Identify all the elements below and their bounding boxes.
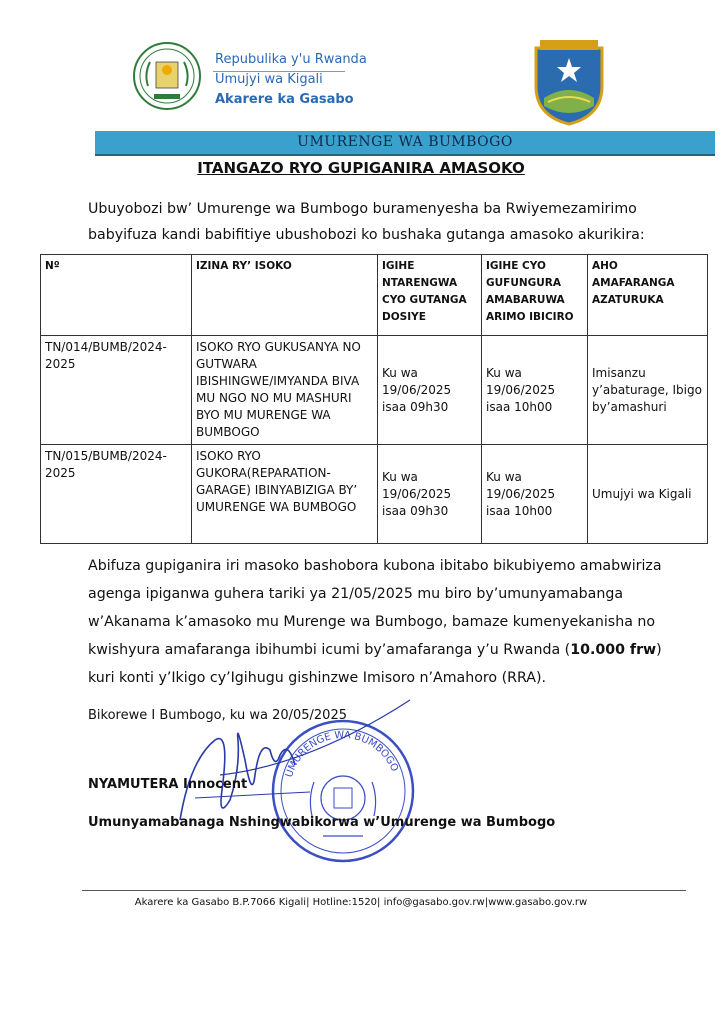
stamp-text: UMURENGE WA BUMBOGO [283, 729, 400, 779]
signer-title: Umunyamabanaga Nshingwabikorwa w’Umurenge wa Bumbogo [88, 815, 556, 830]
signer-name: NYAMUTERA Innocent [88, 777, 248, 792]
fee-amount: 10.000 frw [570, 642, 657, 658]
col-header-name: IZINA RY’ ISOKO [192, 255, 378, 336]
cell-source: Imisanzu y’abaturage, Ibigo by’amashuri [588, 336, 708, 445]
instructions-part-1: Abifuza gupiganira iri masoko bashobora kubona ibitabo bikubiyemo amabwiriza agenga ipiganwa guhera tariki ya 21/05/2025 mu biro by’umunyamabanga w’Akanama k’amasoko mu Murenge wa Bumbogo, bamaze kumenyekanisha no kwishyura amafaranga ibihumbi icumi by’amafaranga y’u Rwanda ( [88, 558, 662, 658]
table-row [41, 336, 708, 445]
page-title: ITANGAZO RYO GUPIGANIRA AMASOKO [197, 159, 525, 177]
footer-contact: Akarere ka Gasabo B.P.7066 Kigali| Hotline:1520| info@gasabo.gov.rw|www.gasabo.gov.rw [134, 897, 588, 908]
cell-deadline: Ku wa 19/06/2025 isaa 09h30 [378, 336, 482, 445]
instructions-paragraph [88, 552, 678, 692]
cell-opening: Ku wa 19/06/2025 isaa 10h00 [482, 445, 588, 544]
header-district: Akarere ka Gasabo [215, 92, 354, 107]
table-row [41, 445, 708, 544]
cell-opening: Ku wa 19/06/2025 isaa 10h00 [482, 336, 588, 445]
intro-line-2: babyifuza kandi babifitiye ubushobozi ko bushaka gutanga amasoko akurikira: [88, 227, 645, 243]
tender-table [40, 254, 708, 544]
header-country: Repubulika y'u Rwanda [215, 52, 367, 67]
header-divider [213, 71, 345, 72]
header-text-block [215, 50, 367, 110]
intro-line-1: Ubuyobozi bw’ Umurenge wa Bumbogo buramenyesha ba Rwiyemezamirimo [88, 201, 637, 217]
col-header-opening: IGIHE CYO GUFUNGURA AMABARUWA ARIMO IBICIRO [482, 255, 588, 336]
col-header-number: Nº [41, 255, 192, 336]
instructions-part-2: ) kuri konti y’Ikigo cy’Igihugu gishinzwe Imisoro n’Amahoro (RRA). [88, 642, 662, 686]
cell-name: ISOKO RYO GUKUSANYA NO GUTWARA IBISHINGWE/IMYANDA BIVA MU NGO NO MU MASHURI BYO MU MURENGE WA BUMBOGO [192, 336, 378, 445]
footer-divider [82, 890, 686, 891]
col-header-source: AHO AMAFARANGA AZATURUKA [588, 255, 708, 336]
cell-number: TN/015/BUMB/2024-2025 [41, 445, 192, 544]
cell-name: ISOKO RYO GUKORA(REPARATION-GARAGE) IBINYABIZIGA BY’ UMURENGE WA BUMBOGO [192, 445, 378, 544]
place-and-date: Bikorewe I Bumbogo, ku wa 20/05/2025 [88, 708, 347, 723]
intro-paragraph [88, 196, 668, 248]
cell-deadline: Ku wa 19/06/2025 isaa 09h30 [378, 445, 482, 544]
rwanda-coat-of-arms-icon [130, 36, 204, 118]
cell-source: Umujyi wa Kigali [588, 445, 708, 544]
cell-number: TN/014/BUMB/2024-2025 [41, 336, 192, 445]
header-city: Umujyi wa Kigali [215, 72, 323, 87]
col-header-deadline: IGIHE NTARENGWA CYO GUTANGA DOSIYE [378, 255, 482, 336]
table-header-row [41, 255, 708, 336]
gasabo-district-emblem-icon [530, 36, 608, 126]
sector-banner: UMURENGE WA BUMBOGO [95, 131, 715, 156]
